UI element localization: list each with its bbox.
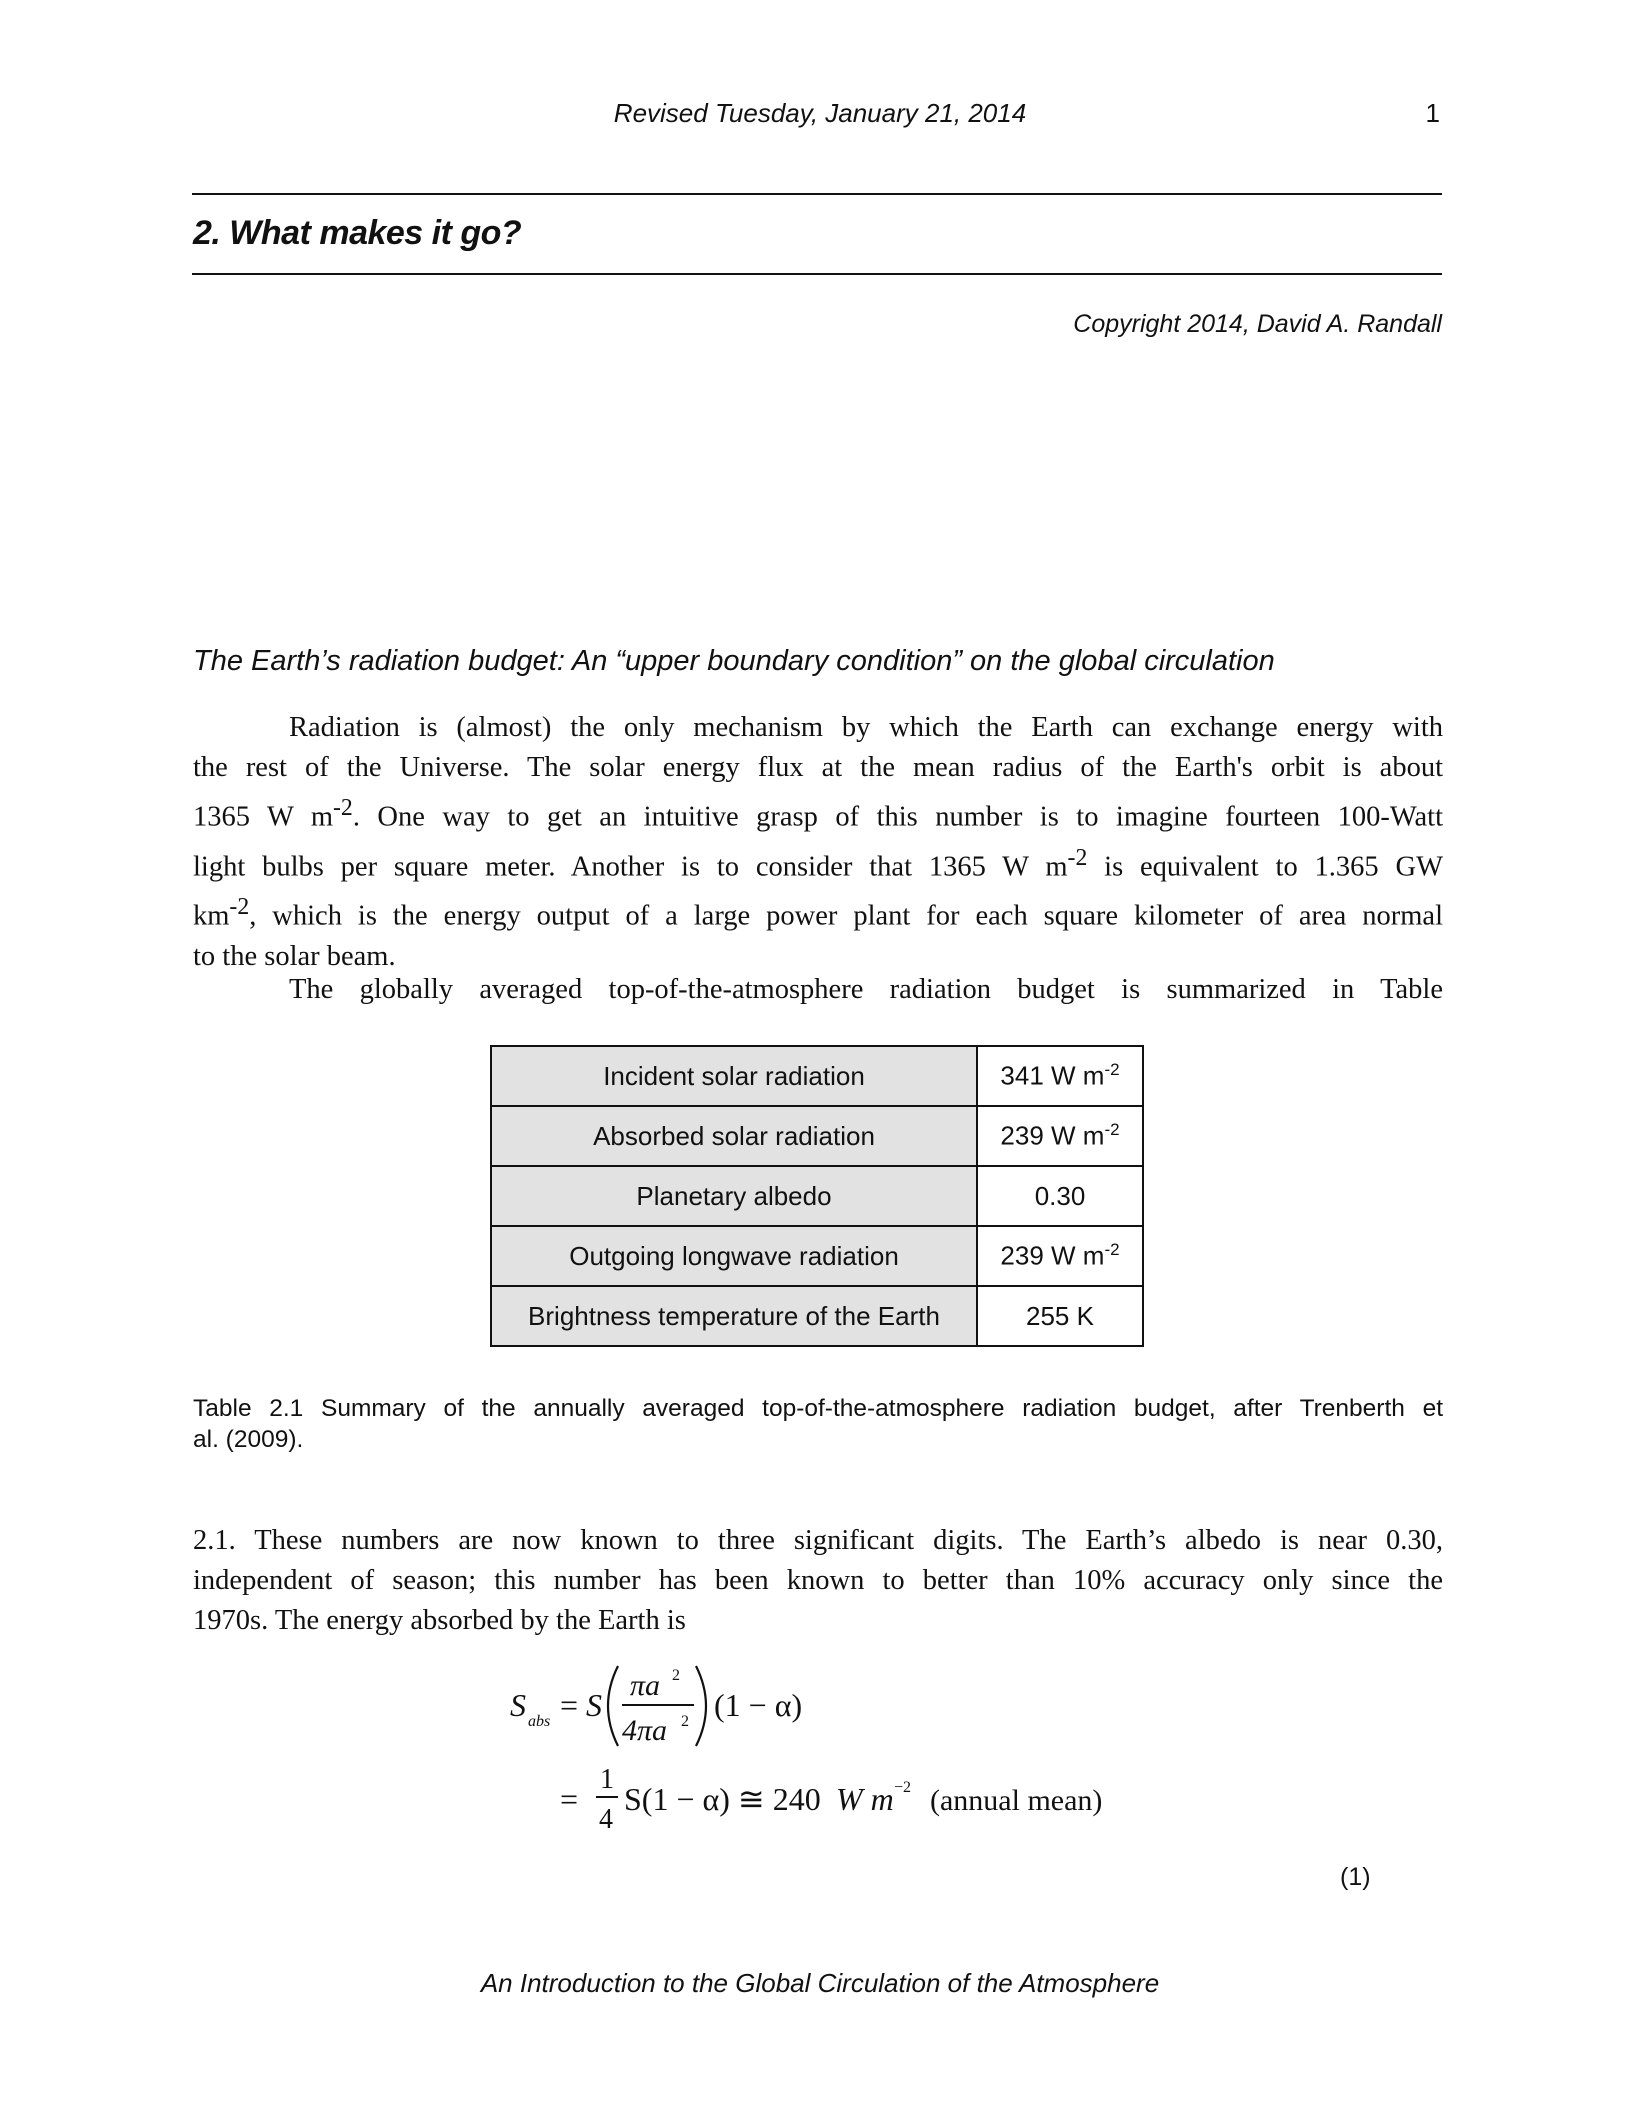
table-cell-label: Brightness temperature of the Earth	[491, 1286, 977, 1346]
eq-line2-rest: S(1 − α) ≅ 240	[624, 1781, 821, 1817]
eq-units: W m	[836, 1781, 894, 1817]
eq-right-paren	[696, 1666, 706, 1746]
eq-denominator-exp: 2	[681, 1713, 689, 1730]
eq-lhs-sub: abs	[528, 1713, 551, 1730]
paragraph-line: 1970s. The energy absorbed by the Earth is	[193, 1605, 686, 1636]
table-row	[491, 1046, 1143, 1106]
eq-numerator: πa	[630, 1669, 661, 1702]
eq-lhs: S	[510, 1687, 526, 1723]
paragraph-significant-digits	[193, 1521, 1443, 1641]
table-cell-value: 0.30	[977, 1166, 1143, 1226]
table-cell-value: 341 W $m^{-2}$	[977, 1046, 1143, 1106]
table-cell-value: 239 W $m^{-2}$	[977, 1226, 1143, 1286]
paragraph-line: to the solar beam.	[193, 940, 396, 972]
paragraph-radiation	[193, 708, 1443, 977]
running-footer: An Introduction to the Global Circulation of the Atmosphere	[480, 1968, 1160, 1998]
paragraph-line: 1365 W $m^{-2}$. One way to get an intuitive grasp of this number is to imagine fourteen 100-Watt	[193, 795, 1443, 833]
table-row	[491, 1226, 1143, 1286]
title-rule-bottom	[192, 273, 1442, 275]
paragraph-budget-intro	[193, 970, 1443, 1010]
eq-note: (annual mean)	[930, 1784, 1103, 1817]
table-row	[491, 1106, 1143, 1166]
table-caption	[193, 1393, 1443, 1455]
paragraph-line: The globally averaged top-of-the-atmosphere radiation budget is summarized in Table	[289, 974, 1443, 1005]
paragraph-line: independent of season; this number has been known to better than 10% accuracy only since the	[193, 1565, 1443, 1596]
copyright-notice: Copyright 2014, David A. Randall	[1073, 310, 1442, 338]
equation-number: (1)	[1340, 1863, 1371, 1891]
eq-s: S	[586, 1687, 602, 1723]
table-cell-value: 239 W $m^{-2}$	[977, 1106, 1143, 1166]
eq-quarter-num: 1	[600, 1764, 614, 1795]
running-header-date: Revised Tuesday, January 21, 2014	[613, 98, 1027, 128]
paragraph-line: 2.1. These numbers are now known to three significant digits. The Earth’s albedo is near 0.30,	[193, 1525, 1443, 1556]
section-heading: The Earth’s radiation budget: An “upper boundary condition” on the global circulation	[193, 645, 1275, 677]
eq-albedo-factor: (1 − α)	[714, 1687, 803, 1723]
table-cell-label: Outgoing longwave radiation	[491, 1226, 977, 1286]
eq-equals-2: =	[560, 1781, 579, 1817]
paragraph-line: light bulbs per square meter. Another is to consider that 1365 W $m^{-2}$ is equivalent to 1.365 GW	[193, 844, 1443, 882]
table-cell-label: Absorbed solar radiation	[491, 1106, 977, 1166]
caption-line: al. (2009).	[193, 1426, 304, 1453]
absorbed-energy-equation	[500, 1660, 1200, 1850]
table-cell-value: 255 K	[977, 1286, 1143, 1346]
paragraph-line: the rest of the Universe. The solar energy flux at the mean radius of the Earth's orbit is about	[193, 752, 1443, 783]
title-rule-top	[192, 193, 1442, 195]
eq-quarter-den: 4	[599, 1804, 613, 1835]
radiation-budget-table	[490, 1045, 1144, 1347]
chapter-title: 2. What makes it go?	[193, 214, 522, 252]
page-number: 1	[1425, 98, 1440, 128]
eq-equals: =	[560, 1687, 579, 1723]
caption-line: Table 2.1 Summary of the annually averaged top-of-the-atmosphere radiation budget, after Trenberth et	[193, 1395, 1443, 1422]
paragraph-line: Radiation is (almost) the only mechanism by which the Earth can exchange energy with	[289, 712, 1443, 743]
table-row	[491, 1286, 1143, 1346]
table-cell-label: Incident solar radiation	[491, 1046, 977, 1106]
paragraph-line: $km^{-2}$, which is the energy output of a large power plant for each square kilometer of area normal	[193, 894, 1443, 932]
eq-left-paren	[608, 1666, 618, 1746]
table-cell-label: Planetary albedo	[491, 1166, 977, 1226]
eq-units-exp: −2	[894, 1779, 912, 1796]
eq-numerator-exp: 2	[672, 1667, 680, 1684]
eq-denominator: 4πa	[622, 1714, 668, 1747]
table-row	[491, 1166, 1143, 1226]
